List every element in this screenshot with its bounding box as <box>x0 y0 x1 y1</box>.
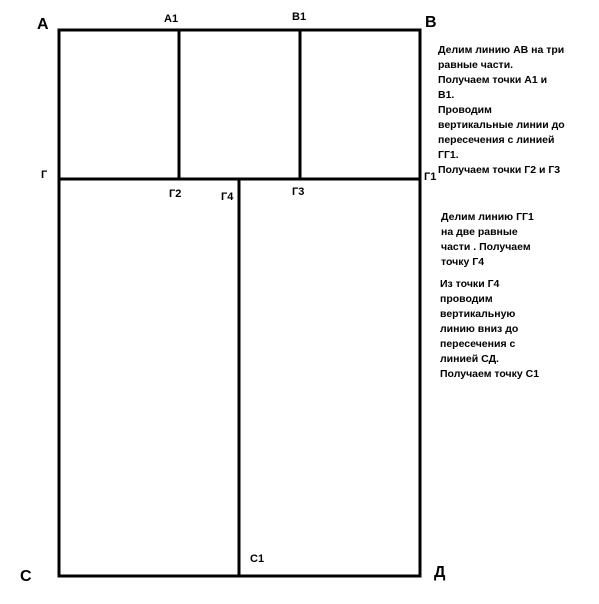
note-line: Делим линию АВ на три <box>438 44 565 56</box>
note-line: линию вниз до <box>440 323 519 335</box>
note-line: линией СД. <box>440 353 499 365</box>
point-label-g: Г <box>41 169 48 181</box>
note-line: Проводим <box>438 104 492 116</box>
point-label-g3: Г3 <box>292 186 305 198</box>
point-label-c: С <box>20 568 32 585</box>
note-line: равные части. <box>438 59 514 71</box>
note-line: вертикальную <box>440 308 516 320</box>
instruction-step-2 <box>441 210 534 270</box>
point-label-g2: Г2 <box>169 188 182 200</box>
note-line: пересечения с <box>440 338 516 350</box>
note-line: Делим линию ГГ1 <box>441 211 534 223</box>
note-line: ГГ1. <box>438 149 459 161</box>
point-label-g4: Г4 <box>221 191 234 203</box>
note-line: пересечения с линией <box>438 134 555 146</box>
note-line: вертикальные линии до <box>438 119 565 131</box>
note-line: проводим <box>440 293 493 305</box>
note-line: части . Получаем <box>441 241 531 253</box>
point-label-a1: А1 <box>164 13 179 25</box>
point-label-b: В <box>425 14 437 31</box>
note-line: точку Г4 <box>441 256 485 268</box>
instruction-step-3 <box>440 277 539 382</box>
note-line: Получаем точку С1 <box>440 368 540 380</box>
point-label-a: А <box>37 16 49 33</box>
note-line: Получаем точки А1 и <box>438 74 548 86</box>
note-line: Из точки Г4 <box>440 278 500 290</box>
point-label-c1: С1 <box>250 553 265 565</box>
note-line: Получаем точки Г2 и Г3 <box>438 164 561 176</box>
point-label-b1: В1 <box>292 11 307 23</box>
note-line: на две равные <box>441 226 518 238</box>
instruction-step-1 <box>438 43 565 178</box>
point-label-g1: Г1 <box>424 171 437 183</box>
note-line: В1. <box>438 89 455 101</box>
point-label-d: Д <box>434 564 446 581</box>
